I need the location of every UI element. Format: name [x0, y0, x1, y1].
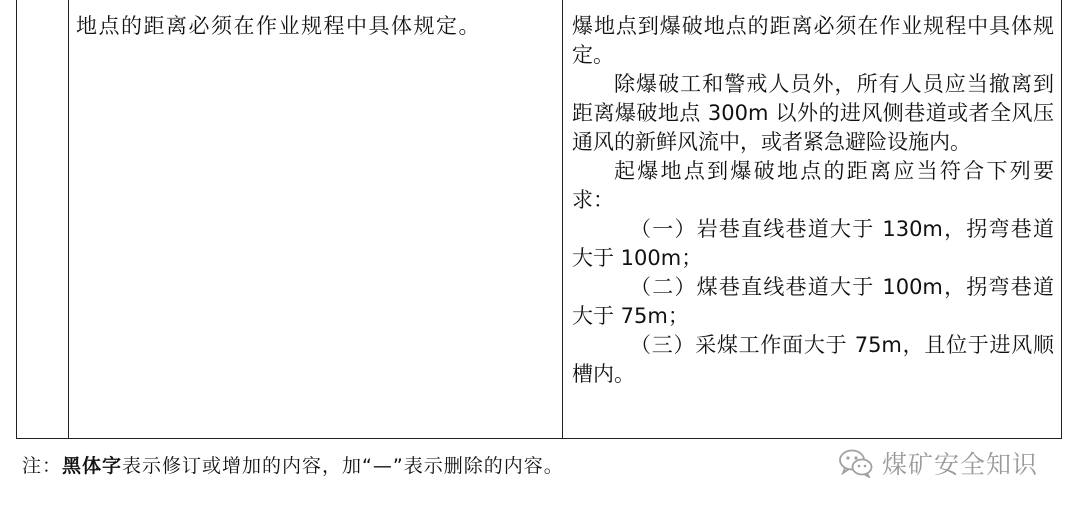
revised-paragraph: 起爆地点到爆破地点的距离应当符合下列要求：	[572, 159, 1054, 212]
footnote-prefix: 注：	[22, 455, 63, 477]
revised-text-cell	[572, 12, 1054, 389]
requirement-item: （二）煤巷直线巷道大于 100m，拐弯巷道大于 75m；	[572, 275, 1054, 328]
footnote	[22, 452, 564, 480]
column-divider	[68, 0, 69, 438]
watermark-text: 煤矿安全知识	[882, 450, 1039, 479]
footnote-text: 表示修订或增加的内容，加“—”表示删除的内容。	[122, 455, 564, 477]
watermark	[838, 446, 1038, 480]
footnote-bold-term: 黑体字	[62, 455, 123, 477]
original-text-cell: 地点的距离必须在作业规程中具体规定。	[76, 14, 481, 38]
requirement-item: （一）岩巷直线巷道大于 130m，拐弯巷道大于 100m；	[572, 217, 1054, 270]
wechat-icon	[838, 448, 874, 478]
column-divider	[562, 0, 563, 438]
requirement-item: （三）采煤工作面大于 75m，且位于进风顺槽内。	[572, 333, 1054, 386]
revised-paragraph: 爆地点到爆破地点的距离必须在作业规程中具体规定。	[572, 14, 1054, 67]
revised-paragraph: 除爆破工和警戒人员外，所有人员应当撤离到距离爆破地点 300m 以外的进风侧巷道或者全风压通风的新鲜风流中，或者紧急避险设施内。	[572, 72, 1054, 154]
